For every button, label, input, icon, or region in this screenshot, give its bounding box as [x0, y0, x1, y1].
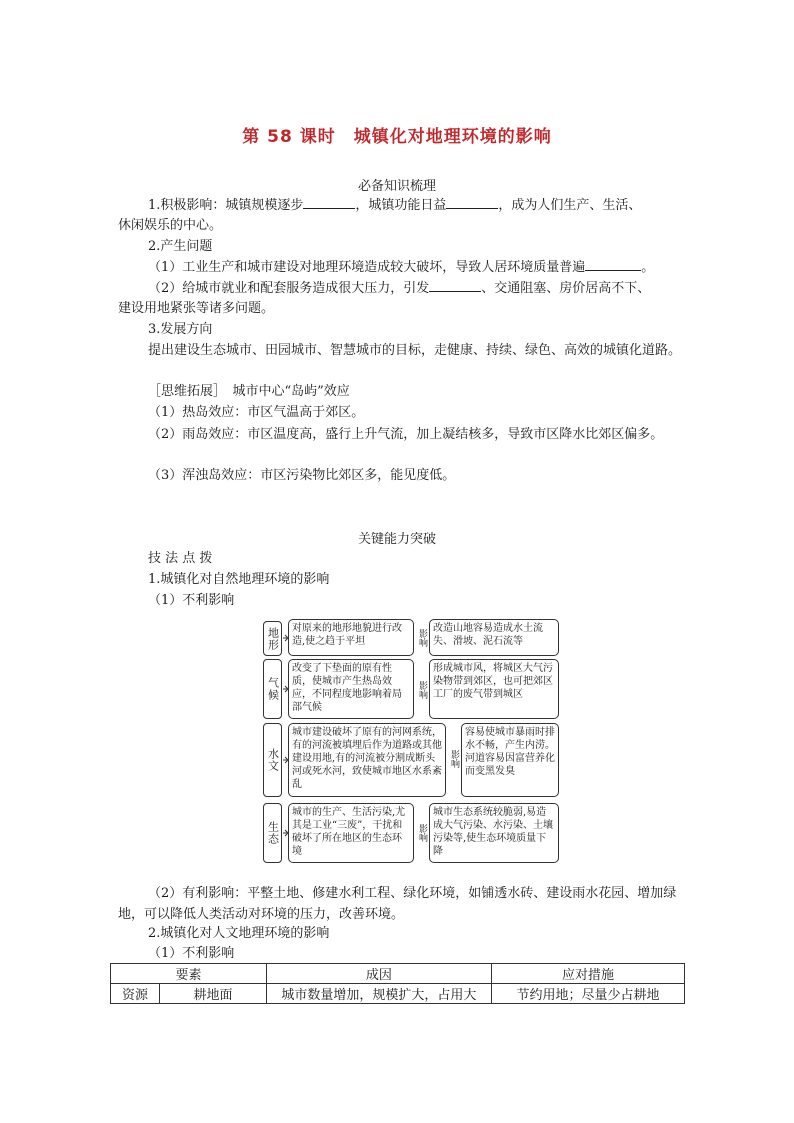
heading-negative-2: （1）不利影响 [148, 946, 235, 961]
thinking-extension: ［思维拓展］ 城市中心“岛屿”效应 [148, 384, 350, 399]
text-line: 休闲娱乐的中心。 [118, 218, 223, 233]
table-cell: 资源 [111, 984, 160, 1004]
text: 、交通阻塞、房价居高不下、 [481, 281, 651, 296]
cause-box-terrain: 对原来的地形地貌进行改造,使之趋于平坦 [288, 619, 414, 656]
heading-direction: 3.发展方向 [148, 322, 213, 337]
heading-negative: （1）不利影响 [148, 593, 235, 608]
effect-box-climate: 形成城市风，将城区大气污染物带到郊区，也可把郊区工厂的废气带到城区 [429, 659, 559, 719]
rain-island: （2）雨岛效应：市区温度高，盛行上升气流，加上凝结核多，导致市区降水比郊区偏多。 [148, 427, 664, 442]
page-title: 第 58 课时 城镇化对地理环境的影响 [242, 127, 552, 147]
paragraph-positive-impact [148, 196, 641, 216]
influence-label: 影响 [417, 629, 427, 647]
text-line: 建设用地紧张等诸多问题。 [118, 301, 275, 316]
paragraph-problem-1 [148, 258, 654, 278]
text: ，成为人们生产、生活、 [498, 198, 642, 213]
table-cell: 节约用地；尽量少占耕地 [491, 984, 684, 1004]
text: （2）给城市就业和配套服务造成很大压力，引发 [148, 281, 430, 296]
table-cell: 耕地面 [160, 984, 267, 1004]
influence-label: 影响 [417, 824, 427, 842]
table-cell: 城市数量增加，规模扩大，占用大 [266, 984, 491, 1004]
table-row [111, 984, 685, 1004]
cause-box-ecology: 城市的生产、生活污染,尤其是工业“三废”，干扰和破坏了所在地区的生态环境 [288, 803, 414, 863]
fill-blank[interactable] [303, 196, 355, 209]
category-ecology: 生态 [263, 803, 282, 863]
impact-diagram [263, 619, 559, 864]
fill-blank[interactable] [446, 196, 498, 209]
fill-blank[interactable] [429, 279, 481, 292]
col-header: 应对措施 [491, 964, 684, 984]
effect-box-hydrology: 容易使城市暴雨时排水不畅，产生内涝。河道容易因富营养化而变黑发臭 [461, 723, 559, 797]
fill-blank[interactable] [585, 258, 641, 271]
section-heading-knowledge: 必备知识梳理 [357, 179, 436, 194]
category-terrain: 地形 [263, 621, 282, 656]
paragraph-problem-2 [148, 279, 650, 299]
col-header: 要素 [111, 964, 267, 984]
category-climate: 气候 [263, 659, 282, 719]
heading-human-impact: 2.城镇化对人文地理环境的影响 [148, 926, 330, 941]
effect-box-ecology: 城市生态系统较脆弱,易造成大气污染、水污染、土壤污染等,使生态环境质量下降 [429, 803, 559, 863]
cause-box-hydrology: 城市建设破坏了原有的河网系统，有的河流被填埋后作为道路或其他建设用地,有的河流被分割成断头河或死水河，致使城市地区水系紊乱 [288, 723, 446, 797]
table-header-row [111, 964, 685, 984]
text: ，城镇功能日益 [355, 198, 447, 213]
heat-island: （1）热岛效应：市区气温高于郊区。 [148, 405, 365, 420]
paragraph-positive: （2）有利影响：平整土地、修建水利工程、绿化环境，如铺透水砖、建设雨水花园、增加绿地，可以降低人类活动对环境的压力，改善环境。 [118, 886, 677, 922]
cause-box-climate: 改变了下垫面的原有性质，使城市产生热岛效应，不同程度地影响着局部气候 [288, 659, 414, 719]
influence-label: 影响 [417, 681, 427, 699]
influence-label: 影响 [449, 750, 459, 768]
category-hydrology: 水文 [263, 723, 282, 797]
section-heading-ability: 关键能力突破 [357, 532, 436, 547]
heading-problems: 2.产生问题 [148, 239, 213, 254]
col-header: 成因 [266, 964, 491, 984]
text: 。 [641, 260, 655, 275]
text: （1）工业生产和城市建设对地理环境造成较大破坏，导致人居环境质量普遍 [148, 260, 586, 275]
effect-box-terrain: 改造山地容易造成水土流失、滑坡、泥石流等 [429, 619, 559, 656]
turbid-island: （3）浑浊岛效应：市区污染物比郊区多，能见度低。 [148, 468, 456, 483]
impact-table [110, 963, 685, 1004]
subheading-skills: 技 法 点 拨 [148, 551, 213, 566]
paragraph-direction: 提出建设生态城市、田园城市、智慧城市的目标，走健康、持续、绿色、高效的城镇化道路。 [148, 343, 682, 358]
text: 1.积极影响：城镇规模逐步 [148, 198, 304, 213]
heading-natural-impact: 1.城镇化对自然地理环境的影响 [148, 572, 330, 587]
